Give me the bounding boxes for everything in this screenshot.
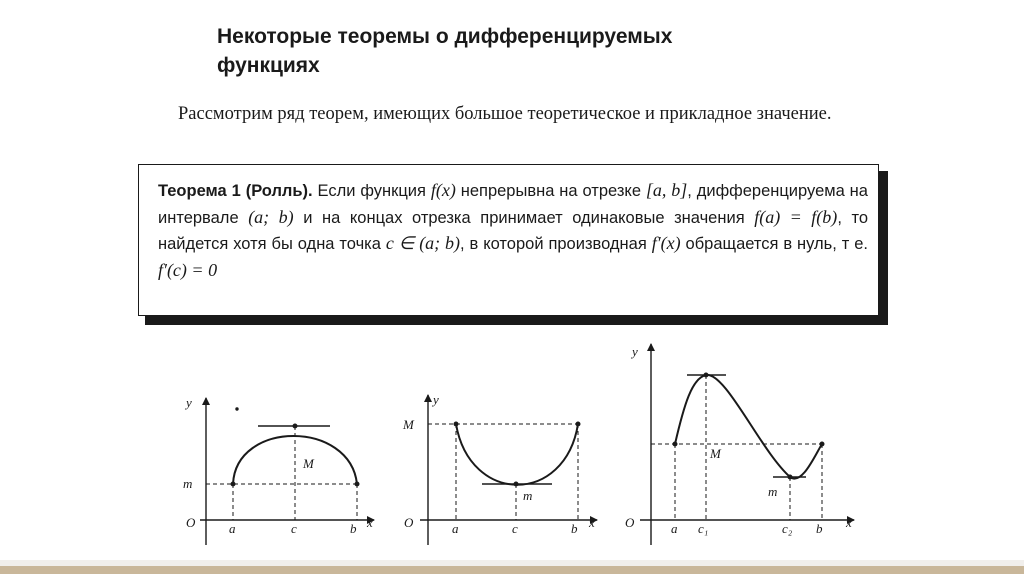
- g2-label-b: b: [571, 521, 578, 536]
- g3-label-M: M: [710, 446, 721, 461]
- g2-label-M: M: [403, 417, 414, 432]
- g1-point-b: [355, 482, 359, 486]
- g1-label-b: b: [350, 521, 357, 536]
- theorem-title: Теорема 1 (Ролль).: [158, 182, 313, 200]
- g2-label-x: x: [589, 515, 595, 530]
- theorem-text-7: обращается в нуль, т е.: [680, 235, 868, 253]
- formula-fa-eq-fb: f(a) = f(b): [754, 206, 838, 227]
- g3-label-x: x: [846, 515, 852, 530]
- g3-label-y: y: [632, 344, 638, 359]
- g3-label-o: O: [625, 515, 635, 530]
- graph-1: [200, 398, 374, 545]
- intro-paragraph: Рассмотрим ряд теорем, имеющих большое теоретическое и прикладное значение.: [178, 104, 832, 124]
- formula-fprime-x: f′(x): [651, 233, 681, 253]
- theorem-text-5: , то найдется хотя бы одна точка: [158, 208, 869, 253]
- g1-label-c: c: [291, 521, 297, 536]
- g2-label-c: c: [512, 521, 518, 536]
- g2-label-m: m: [523, 488, 533, 503]
- theorem-text-6: , в которой производная: [460, 235, 652, 253]
- formula-c-in-interval: c ∈ (a; b): [385, 233, 461, 253]
- g3-label-b: b: [816, 521, 823, 536]
- g1-point-a: [231, 482, 235, 486]
- formula-fprime-c: f′(c) = 0: [158, 259, 218, 280]
- g3-label-m: m: [768, 484, 778, 499]
- heading-line-2: функциях: [217, 54, 320, 77]
- theorem-text-1: Если функция: [312, 182, 431, 200]
- g3-point-b: [820, 442, 824, 446]
- g2-label-y: y: [433, 392, 439, 407]
- g1-label-x: x: [367, 515, 373, 530]
- g1-label-o: O: [186, 515, 196, 530]
- g1-point-c: [293, 424, 297, 428]
- g3-label-a: a: [671, 521, 678, 536]
- theorem-text-4: и на концах отрезка принимает одинаковые значения: [293, 208, 755, 227]
- g1-label-y: y: [186, 395, 192, 410]
- g2-label-o: O: [404, 515, 414, 530]
- g3-point-c2: [788, 475, 792, 479]
- g1-label-M: M: [303, 456, 314, 471]
- g3-curve: [675, 375, 822, 479]
- heading-line-1: Некоторые теоремы о дифференцируемых: [217, 25, 673, 48]
- g3-point-c1: [704, 373, 708, 377]
- g2-curve: [456, 424, 578, 485]
- formula-interval: (a; b): [248, 206, 294, 227]
- graph-3: [640, 344, 854, 545]
- g2-point-b: [576, 422, 580, 426]
- g1-label-a: a: [229, 521, 236, 536]
- g1-stray-dot: [236, 408, 238, 410]
- theorem-text-3: , дифференцируема на интервале: [158, 182, 868, 227]
- g2-label-a: a: [452, 521, 459, 536]
- g2-point-a: [454, 422, 458, 426]
- g3-label-c2: c₂: [782, 521, 793, 536]
- g3-point-a: [673, 442, 677, 446]
- theorem-text-2: непрерывна на отрезке: [455, 182, 646, 200]
- formula-segment: [a, b]: [645, 180, 688, 200]
- slide-bottom-bar: [0, 566, 1024, 574]
- g3-label-c1: c₁: [698, 521, 709, 536]
- formula-fx: f(x): [430, 180, 456, 200]
- g1-label-m: m: [183, 476, 193, 491]
- g2-point-c: [514, 482, 518, 486]
